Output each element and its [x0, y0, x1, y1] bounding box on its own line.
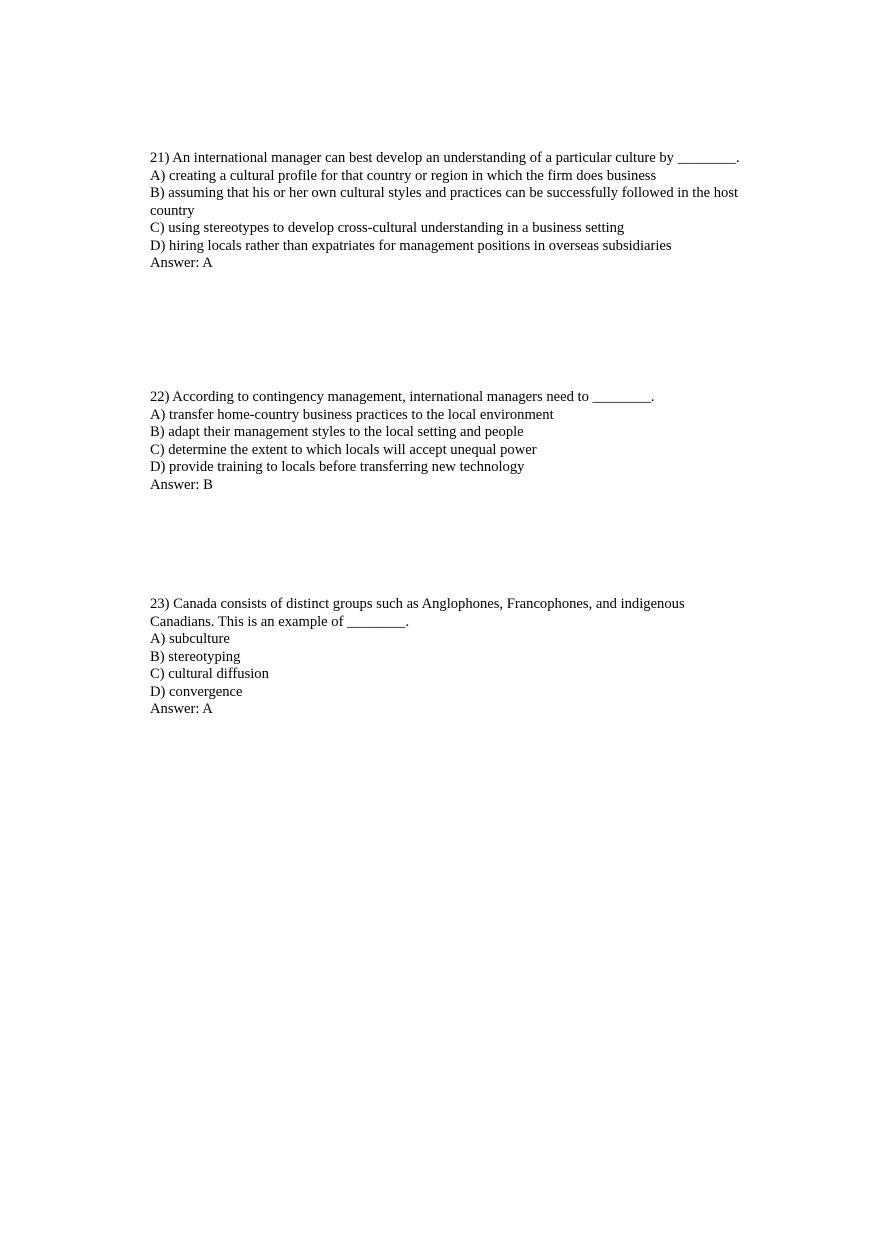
question-text: 23) Canada consists of distinct groups such as Anglophones, Francophones, and indigenous Canadians. This is an example of ________.	[150, 596, 685, 630]
option-c: C) determine the extent to which locals will accept unequal power	[150, 441, 537, 458]
answer-line: Answer: B	[150, 476, 213, 493]
option-d: D) hiring locals rather than expatriates for management positions in overseas subsidiaries	[150, 237, 672, 254]
answer-line: Answer: A	[150, 701, 213, 717]
question-21	[150, 150, 740, 273]
option-d: D) convergence	[150, 683, 243, 700]
option-c: C) using stereotypes to develop cross-cultural understanding in a business setting	[150, 220, 625, 236]
question-text: 22) According to contingency management, international managers need to ________.	[150, 389, 655, 405]
answer-line: Answer: A	[150, 255, 213, 271]
question-23	[150, 596, 740, 719]
option-a: A) transfer home-country business practices to the local environment	[150, 406, 554, 423]
option-c: C) cultural diffusion	[150, 666, 269, 682]
question-22	[150, 389, 740, 494]
option-b: B) adapt their management styles to the local setting and people	[150, 424, 524, 440]
option-b: B) assuming that his or her own cultural styles and practices can be successfully followed in the host country	[150, 185, 739, 219]
option-a: A) creating a cultural profile for that country or region in which the firm does business	[150, 167, 657, 184]
question-text: 21) An international manager can best develop an understanding of a particular culture by ________.	[150, 150, 740, 166]
option-a: A) subculture	[150, 631, 230, 647]
option-d: D) provide training to locals before transferring new technology	[150, 459, 525, 475]
option-b: B) stereotyping	[150, 648, 241, 665]
